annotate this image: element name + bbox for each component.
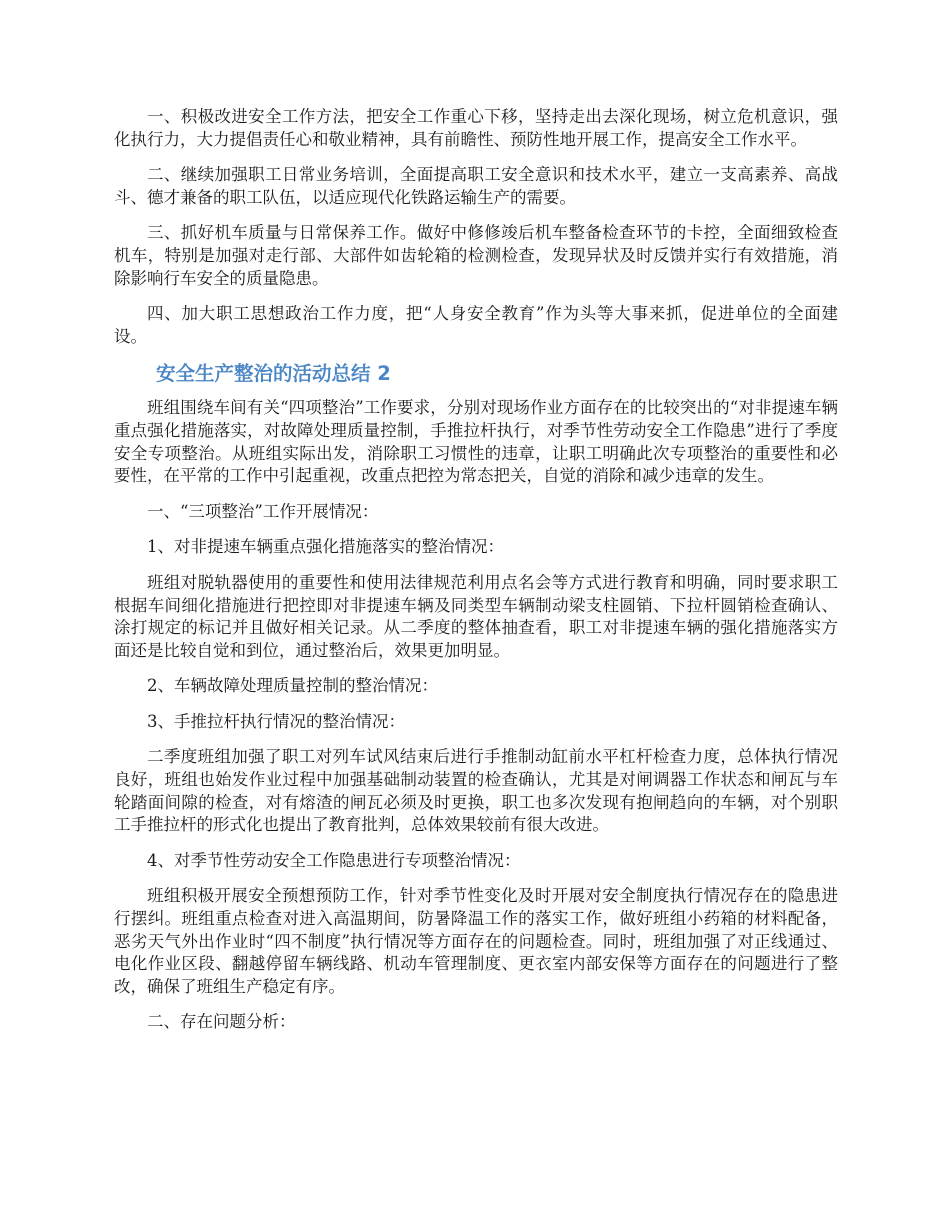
list-item-heading: 3、手推拉杆执行情况的整治情况： — [147, 711, 405, 731]
list-heading: 二、存在问题分析： — [147, 1012, 296, 1032]
paragraph: 二、继续加强职工日常业务培训，全面提高职工安全意识和技术水平，建立一支高素养、高战斗、德才兼备的职工队伍，以适应现代化铁路运输生产的需要。 — [114, 165, 838, 207]
paragraph: 班组对脱轨器使用的重要性和使用法律规范利用点名会等方式进行教育和明确，同时要求职工根据车间细化措施进行把控即对非提速车辆及同类型车辆制动梁支柱圆销、下拉杆圆销检查确认、涂打规定的标记并且做好相关记录。从二季度的整体抽查看，职工对非提速车辆的强化措施落实方面还是比较自觉和到位，通过整治后，效果更加明显。 — [114, 572, 838, 660]
paragraph: 班组围绕车间有关“四项整治”工作要求，分别对现场作业方面存在的比较突出的“对非提速车辆重点强化措施落实，对故障处理质量控制，手推拉杆执行，对季节性劳动安全工作隐患”进行了季度安全专项整治。从班组实际出发，消除职工习惯性的违章，让职工明确此次专项整治的重要性和必要性，在平常的工作中引起重视，改重点把控为常态把关，自觉的消除和减少违章的发生。 — [114, 398, 838, 486]
list-heading: 一、“三项整治”工作开展情况： — [147, 501, 379, 521]
paragraph: 四、加大职工思想政治工作力度，把“人身安全教育”作为头等大事来抓，促进单位的全面建设。 — [114, 304, 838, 346]
section-heading: 安全生产整治的活动总结 2 — [156, 362, 391, 386]
list-item-heading: 2、车辆故障处理质量控制的整治情况： — [147, 676, 438, 696]
paragraph: 三、抓好机车质量与日常保养工作。做好中修修竣后机车整备检查环节的卡控，全面细致检查机车，特别是加强对走行部、大部件如齿轮箱的检测检查，发现异状及时反馈并实行有效措施，消除影响行车安全的质量隐患。 — [114, 223, 838, 288]
document-page — [114, 106, 838, 1047]
list-item-heading: 4、对季节性劳动安全工作隐患进行专项整治情况： — [147, 850, 521, 870]
paragraph: 二季度班组加强了职工对列车试风结束后进行手推制动缸前水平杠杆检查力度，总体执行情况良好，班组也始发作业过程中加强基础制动装置的检查确认，尤其是对闸调器工作状态和闸瓦与车轮踏面间隙的检查，对有熔渣的闸瓦必须及时更换，职工也多次发现有抱闸趋向的车辆，对个别职工手推拉杆的形式化也提出了教育批判，总体效果较前有很大改进。 — [114, 747, 838, 835]
paragraph: 一、积极改进安全工作方法，把安全工作重心下移，坚持走出去深化现场，树立危机意识，强化执行力，大力提倡责任心和敬业精神，具有前瞻性、预防性地开展工作，提高安全工作水平。 — [114, 107, 838, 149]
paragraph: 班组积极开展安全预想预防工作，针对季节性变化及时开展对安全制度执行情况存在的隐患进行摆纠。班组重点检查对进入高温期间，防暑降温工作的落实工作，做好班组小药箱的材料配备，恶劣天气外出作业时“四不制度”执行情况等方面存在的问题检查。同时，班组加强了对正线通过、电化作业区段、翻越停留车辆线路、机动车管理制度、更衣室内部安保等方面存在的问题进行了整改，确保了班组生产稳定有序。 — [114, 886, 838, 996]
list-item-heading: 1、对非提速车辆重点强化措施落实的整治情况： — [147, 537, 504, 557]
